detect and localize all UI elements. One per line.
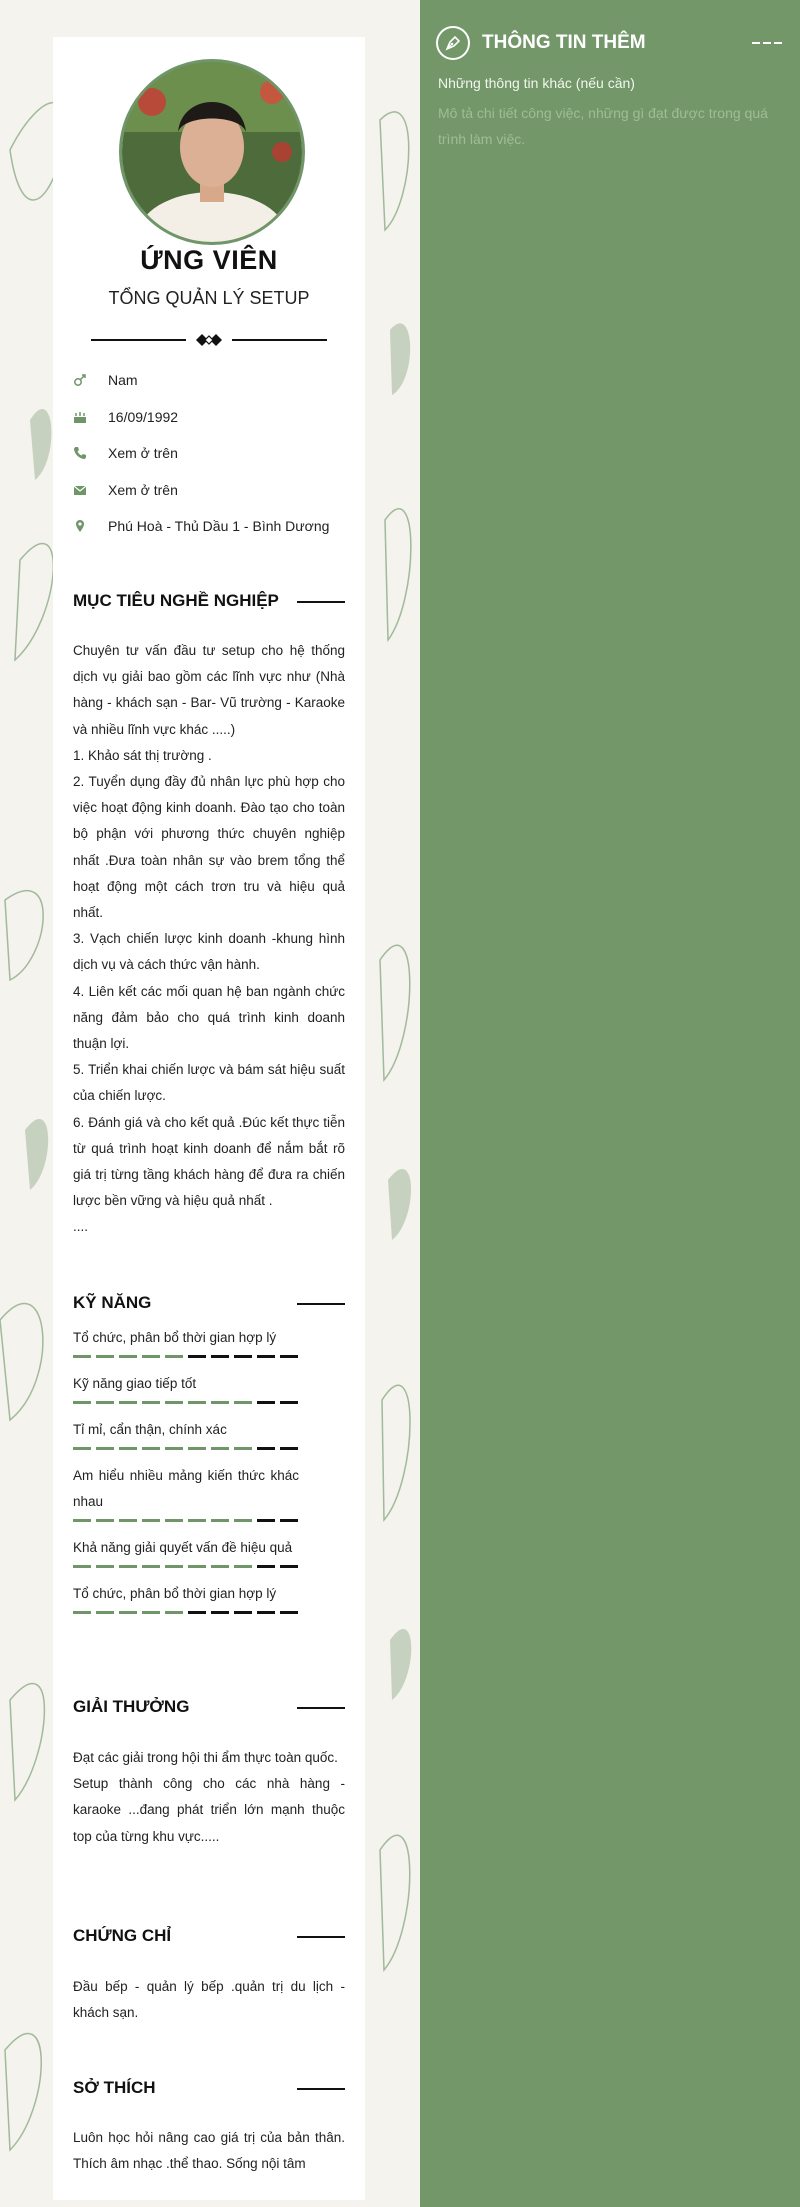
profile-photo <box>122 62 302 242</box>
skill-item <box>73 1535 345 1568</box>
skill-level-bar <box>73 1447 345 1450</box>
section-title: GIẢI THƯỞNG <box>73 1697 190 1716</box>
extra-info-description-placeholder[interactable]: Mô tả chi tiết công việc, những gì đạt được trong quá trình làm việc. <box>438 105 768 147</box>
skills-list <box>73 1325 345 1627</box>
skill-level-segment <box>119 1519 137 1522</box>
gender-icon <box>73 373 108 387</box>
ornament-divider <box>91 330 327 350</box>
skill-level-bar <box>73 1355 345 1358</box>
skill-level-segment <box>142 1401 160 1404</box>
skill-level-segment <box>142 1519 160 1522</box>
info-value: Xem ở trên <box>108 481 178 498</box>
skill-level-segment <box>119 1611 137 1614</box>
skill-level-segment <box>73 1355 91 1358</box>
skill-item <box>73 1325 345 1358</box>
skill-label: Tổ chức, phân bổ thời gian hợp lý <box>73 1586 277 1601</box>
skill-level-segment <box>280 1611 298 1614</box>
certificates-text: Đầu bếp - quản lý bếp .quản trị du lịch - khách sạn. <box>73 1979 345 2021</box>
skill-level-segment <box>211 1565 229 1568</box>
hobbies-text: Luôn học hỏi nâng cao giá trị của bản thân. Thích âm nhạc .thể thao. Sống nội tâm <box>73 2130 345 2172</box>
skill-level-segment <box>165 1447 183 1450</box>
skill-level-bar <box>73 1519 345 1522</box>
skill-level-segment <box>96 1447 114 1450</box>
skills-heading <box>73 1291 345 1315</box>
extra-info-header <box>436 24 646 62</box>
skill-level-segment <box>211 1611 229 1614</box>
skill-level-segment <box>165 1519 183 1522</box>
skill-level-segment <box>165 1355 183 1358</box>
certificates-heading <box>73 1924 345 1948</box>
extra-info-subheading[interactable]: Những thông tin khác (nếu cần) <box>438 75 635 91</box>
heading-rule <box>297 601 345 603</box>
skill-level-segment <box>142 1611 160 1614</box>
skill-level-segment <box>119 1565 137 1568</box>
skill-level-segment <box>234 1355 252 1358</box>
heading-rule <box>297 1936 345 1938</box>
skill-level-segment <box>119 1355 137 1358</box>
skill-level-segment <box>188 1401 206 1404</box>
info-value: Xem ở trên <box>108 445 178 462</box>
skill-level-segment <box>142 1355 160 1358</box>
skill-level-segment <box>73 1611 91 1614</box>
skill-level-segment <box>234 1519 252 1522</box>
skill-level-segment <box>257 1401 275 1404</box>
skill-level-segment <box>165 1611 183 1614</box>
heading-rule <box>297 1707 345 1709</box>
info-value: 16/09/1992 <box>108 408 179 425</box>
skill-level-segment <box>96 1611 114 1614</box>
awards-text: Đạt các giải trong hội thi ẩm thực toàn quốc. Setup thành công cho các nhà hàng - karaoke ...đang phát triển lớn mạnh thuộc top của từng khu vực..... <box>73 1750 345 1844</box>
extra-info-title: THÔNG TIN THÊM <box>482 32 646 53</box>
heading-rule <box>297 1303 345 1305</box>
left-column-card <box>53 37 365 2200</box>
birthday-cake-icon <box>73 410 108 424</box>
skill-item <box>73 1581 345 1614</box>
skill-level-segment <box>96 1355 114 1358</box>
skill-level-segment <box>257 1565 275 1568</box>
skill-level-segment <box>234 1611 252 1614</box>
objective-heading <box>73 589 345 613</box>
heading-rule <box>297 2088 345 2090</box>
skill-label: Am hiểu nhiều mảng kiến thức khác nhau <box>73 1468 299 1509</box>
info-address <box>73 508 353 545</box>
avatar[interactable] <box>119 59 305 245</box>
skill-label: Kỹ năng giao tiếp tốt <box>73 1376 197 1391</box>
skill-level-segment <box>96 1401 114 1404</box>
section-title: MỤC TIÊU NGHỀ NGHIỆP <box>73 591 279 610</box>
candidate-name: ỨNG VIÊN <box>140 245 278 275</box>
envelope-icon <box>73 483 108 497</box>
hobbies-heading <box>73 2076 345 2100</box>
skill-level-segment <box>188 1611 206 1614</box>
skill-level-segment <box>211 1355 229 1358</box>
skill-level-segment <box>119 1447 137 1450</box>
skill-level-segment <box>211 1519 229 1522</box>
skill-level-segment <box>257 1355 275 1358</box>
skill-item <box>73 1463 345 1522</box>
skill-level-segment <box>96 1519 114 1522</box>
skill-level-segment <box>188 1519 206 1522</box>
info-phone <box>73 435 353 472</box>
skill-level-segment <box>257 1519 275 1522</box>
section-title: KỸ NĂNG <box>73 1293 152 1312</box>
skill-level-segment <box>188 1565 206 1568</box>
skill-level-segment <box>280 1519 298 1522</box>
info-value: Phú Hoà - Thủ Dầu 1 - Bình Dương <box>108 518 330 535</box>
skill-label: Tỉ mỉ, cẩn thận, chính xác <box>73 1422 227 1437</box>
diamond-ornament-icon <box>194 332 224 348</box>
skill-level-segment <box>188 1355 206 1358</box>
skill-level-segment <box>234 1565 252 1568</box>
skill-level-segment <box>73 1401 91 1404</box>
awards-heading <box>73 1695 345 1719</box>
skill-level-segment <box>142 1447 160 1450</box>
personal-info-list <box>73 362 353 545</box>
skill-label: Tổ chức, phân bổ thời gian hợp lý <box>73 1330 277 1345</box>
skill-level-segment <box>234 1447 252 1450</box>
skill-level-segment <box>211 1447 229 1450</box>
info-email <box>73 472 353 509</box>
skill-level-segment <box>257 1611 275 1614</box>
skill-level-segment <box>96 1565 114 1568</box>
candidate-title: TỔNG QUẢN LÝ SETUP <box>108 288 310 308</box>
skill-level-segment <box>234 1401 252 1404</box>
skill-level-segment <box>280 1355 298 1358</box>
extra-info-panel <box>420 0 800 2207</box>
dashed-rule <box>752 42 782 44</box>
skill-item <box>73 1371 345 1404</box>
skill-level-segment <box>280 1401 298 1404</box>
skill-level-segment <box>73 1565 91 1568</box>
info-value: Nam <box>108 372 138 389</box>
skill-item <box>73 1417 345 1450</box>
skill-level-segment <box>73 1447 91 1450</box>
skill-level-segment <box>280 1565 298 1568</box>
skill-level-segment <box>142 1565 160 1568</box>
skill-level-segment <box>188 1447 206 1450</box>
skill-level-segment <box>73 1519 91 1522</box>
skill-level-segment <box>257 1447 275 1450</box>
skill-level-segment <box>119 1401 137 1404</box>
section-title: CHỨNG CHỈ <box>73 1926 172 1945</box>
phone-icon <box>73 446 108 460</box>
skill-level-bar <box>73 1565 345 1568</box>
info-birthday <box>73 399 353 436</box>
pen-nib-icon <box>436 26 470 60</box>
skill-level-bar <box>73 1401 345 1404</box>
skill-label: Khả năng giải quyết vấn đề hiệu quả <box>73 1540 293 1555</box>
map-pin-icon <box>73 519 108 533</box>
info-gender <box>73 362 353 399</box>
skill-level-segment <box>280 1447 298 1450</box>
skill-level-segment <box>211 1401 229 1404</box>
skill-level-segment <box>165 1401 183 1404</box>
objective-text: Chuyên tư vấn đầu tư setup cho hệ thống dịch vụ giải bao gồm các lĩnh vực như (Nhà hàng - khách sạn - Bar- Vũ trường - Karaoke và nhiều lĩnh vực khác .....) 1. Khảo sát thị trường . 2. Tuyển dụng đầy đủ nhân lực phù hợp cho việc hoạt động kinh doanh. Đào tạo cho toàn bộ phận với phương thức chuyên nghiệp nhất .Đưa toàn nhân sự vào brem tổng thể hoạt động một cách trơn tru và hiệu quả nhất. 3. Vạch chiến lược kinh doanh -khung hình dịch vụ và cách thức vận hành. 4. Liên kết các mối quan hệ ban ngành chức năng đảm bảo cho quá trình kinh doanh thuận lợi. 5. Triển khai chiến lược và bám sát hiệu suất của chiến lược. 6. Đánh giá và cho kết quả .Đúc kết thực tiễn từ quá trình hoạt kinh doanh để nắm bắt rõ giá trị từng tầng khách hàng để đưa ra chiến lược bền vững và hiệu quả nhất . .... <box>73 643 345 1235</box>
skill-level-segment <box>165 1565 183 1568</box>
skill-level-bar <box>73 1611 345 1614</box>
section-title: SỞ THÍCH <box>73 2078 156 2097</box>
